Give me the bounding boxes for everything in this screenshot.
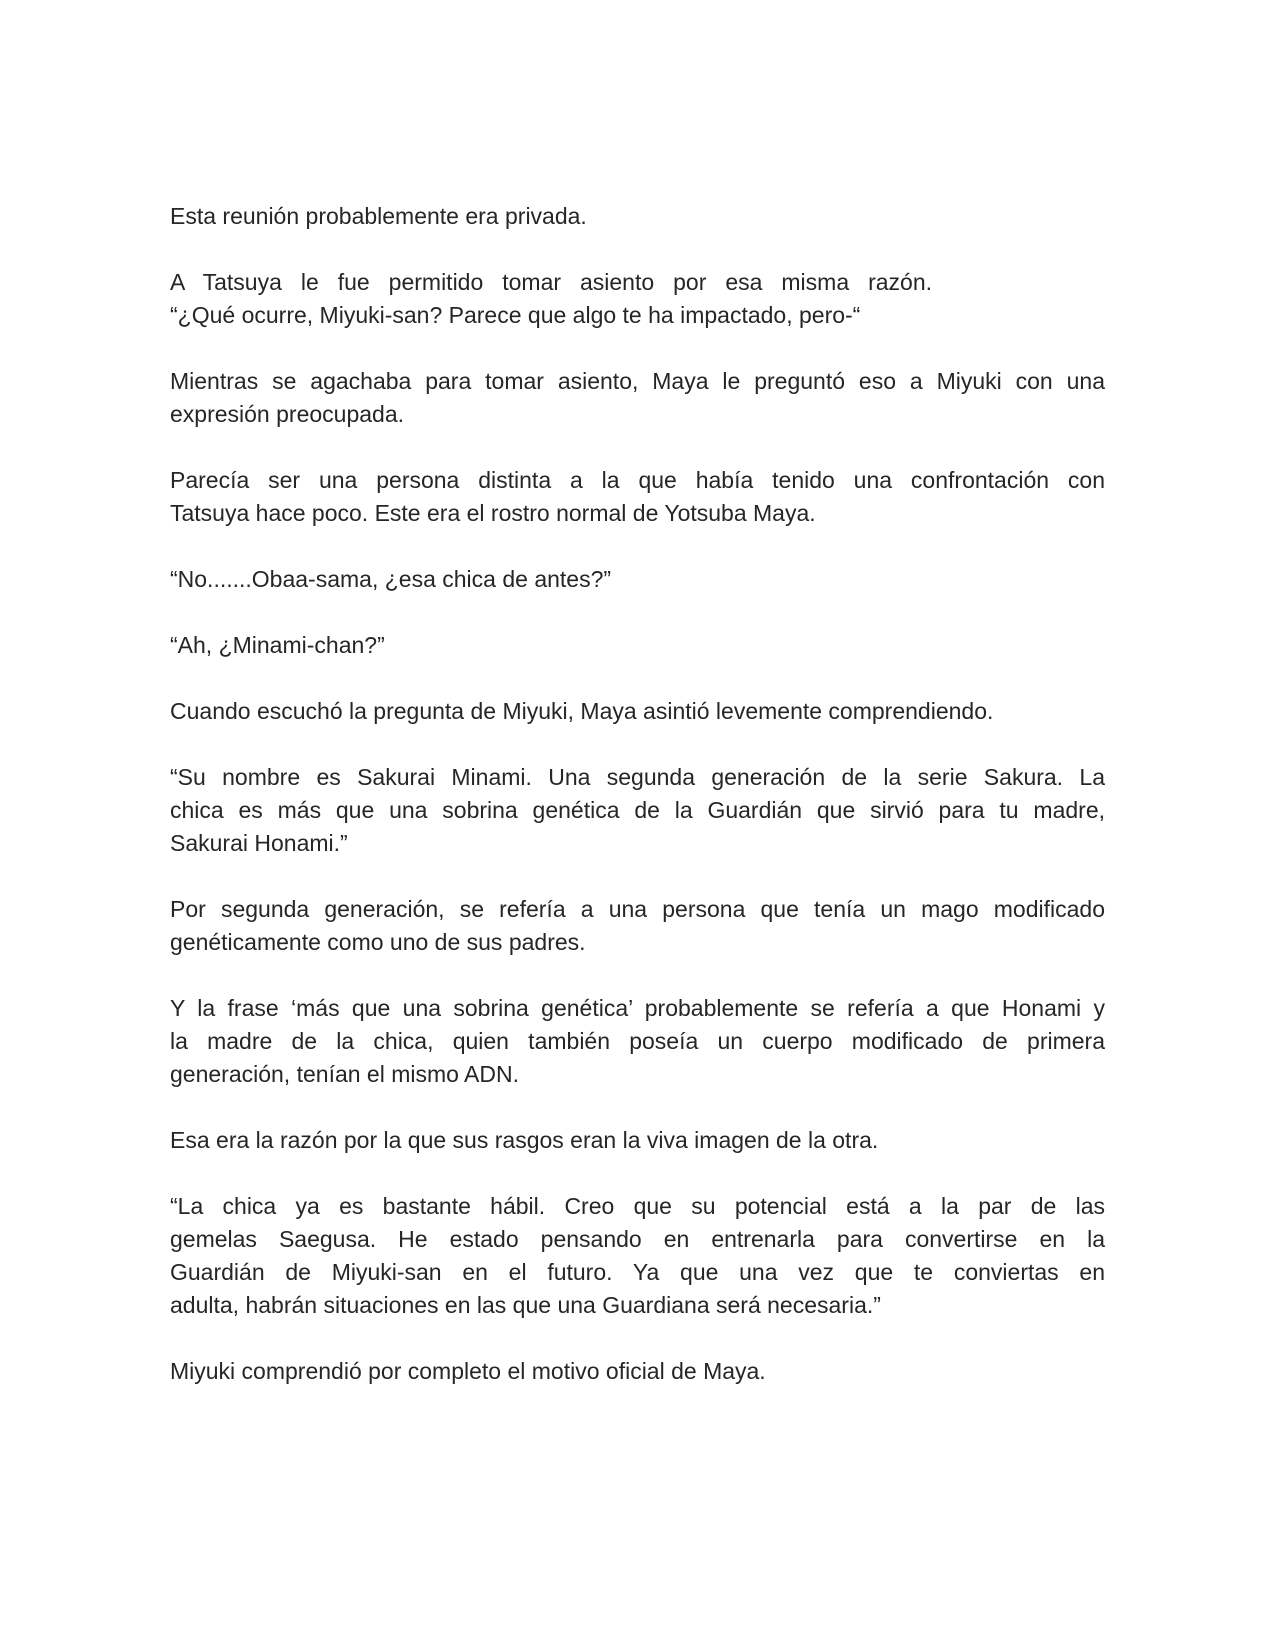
paragraph <box>170 992 1105 1091</box>
paragraph <box>170 1124 1105 1157</box>
paragraph <box>170 464 1105 530</box>
text-line: Miyuki comprendió por completo el motivo oficial de Maya. <box>170 1358 766 1384</box>
paragraph <box>170 365 1105 431</box>
text-line: chica es más que una sobrina genética de la Guardián que sirvió para tu madre, <box>170 797 1105 823</box>
paragraph <box>170 1190 1105 1322</box>
text-line: Parecía ser una persona distinta a la que había tenido una confrontación con <box>170 467 1105 493</box>
paragraph <box>170 893 1105 959</box>
text-line: “Ah, ¿Minami-chan?” <box>170 632 385 658</box>
paragraph <box>170 563 1105 596</box>
text-line: Sakurai Honami.” <box>170 830 348 856</box>
text-line: Por segunda generación, se refería a una persona que tenía un mago modificado <box>170 896 1105 922</box>
text-line: genéticamente como uno de sus padres. <box>170 929 586 955</box>
paragraph <box>170 629 1105 662</box>
text-line: Esa era la razón por la que sus rasgos eran la viva imagen de la otra. <box>170 1127 879 1153</box>
text-line: “¿Qué ocurre, Miyuki-san? Parece que algo te ha impactado, pero-“ <box>170 302 861 328</box>
text-line: “No.......Obaa-sama, ¿esa chica de antes?” <box>170 566 612 592</box>
paragraph <box>170 695 1105 728</box>
text-line: adulta, habrán situaciones en las que una Guardiana será necesaria.” <box>170 1292 881 1318</box>
text-line: Y la frase ‘más que una sobrina genética’ probablemente se refería a que Honami y <box>170 995 1105 1021</box>
paragraph <box>170 1355 1105 1388</box>
text-line: gemelas Saegusa. He estado pensando en entrenarla para convertirse en la <box>170 1226 1105 1252</box>
text-line: generación, tenían el mismo ADN. <box>170 1061 520 1087</box>
text-line: expresión preocupada. <box>170 401 404 427</box>
paragraph <box>170 266 1105 332</box>
text-line: Guardián de Miyuki-san en el futuro. Ya que una vez que te conviertas en <box>170 1259 1105 1285</box>
paragraph <box>170 200 1105 233</box>
text-line: Tatsuya hace poco. Este era el rostro normal de Yotsuba Maya. <box>170 500 816 526</box>
text-line: Cuando escuchó la pregunta de Miyuki, Maya asintió levemente comprendiendo. <box>170 698 994 724</box>
page-text <box>170 200 1105 1388</box>
text-line: “Su nombre es Sakurai Minami. Una segunda generación de la serie Sakura. La <box>170 764 1105 790</box>
text-line: Mientras se agachaba para tomar asiento, Maya le preguntó eso a Miyuki con una <box>170 368 1105 394</box>
paragraph <box>170 761 1105 860</box>
text-line: A Tatsuya le fue permitido tomar asiento por esa misma razón. <box>170 269 932 295</box>
text-line: “La chica ya es bastante hábil. Creo que su potencial está a la par de las <box>170 1193 1105 1219</box>
text-line: la madre de la chica, quien también poseía un cuerpo modificado de primera <box>170 1028 1105 1054</box>
text-line: Esta reunión probablemente era privada. <box>170 203 587 229</box>
